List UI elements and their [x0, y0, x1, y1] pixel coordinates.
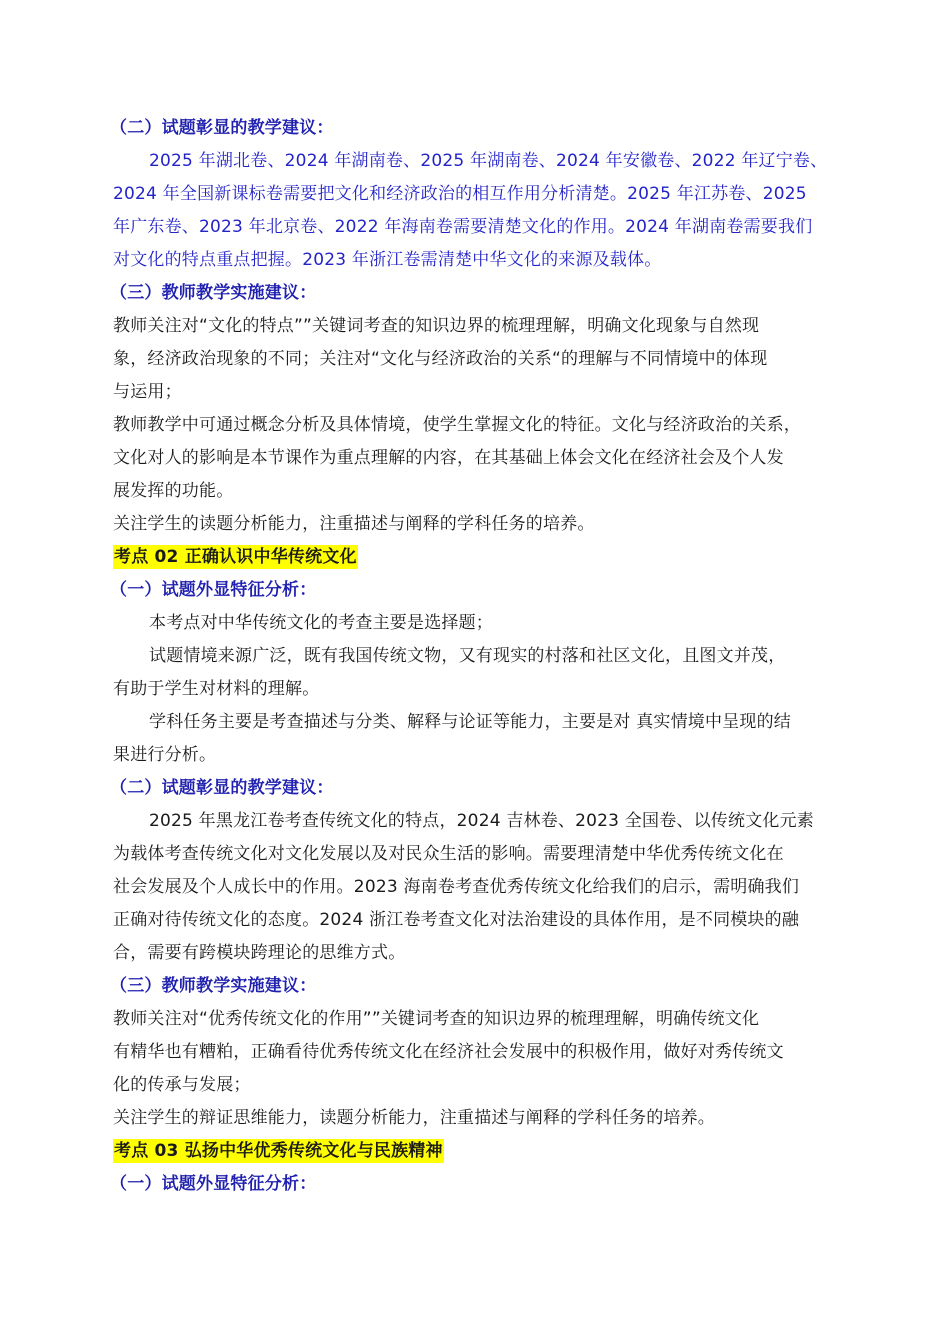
kaodian-title-text: 考点 02 正确认识中华传统文化 — [114, 547, 357, 567]
paragraph-line: 关注学生的辩证思维能力，读题分析能力，注重描述与阐释的学科任务的培养。 — [113, 1108, 715, 1128]
paragraph-line: 2025 年黑龙江卷考查传统文化的特点，2024 吉林卷、2023 全国卷、以传统文化元素 — [149, 811, 815, 831]
paragraph-line: 年广东卷、2023 年北京卷、2022 年海南卷需要清楚文化的作用。2024 年湖南卷需要我们 — [113, 217, 813, 237]
section-heading: （二）试题彰显的教学建议： — [110, 118, 334, 138]
paragraph-line: 关注学生的读题分析能力，注重描述与阐释的学科任务的培养。 — [113, 514, 595, 534]
kaodian-title — [113, 541, 863, 574]
paragraph-line: 有精华也有糟粕，正确看待优秀传统文化在经济社会发展中的积极作用，做好对秀传统文 — [113, 1042, 784, 1062]
paragraph-line: 化的传承与发展； — [113, 1075, 251, 1095]
section-heading: （三）教师教学实施建议： — [110, 283, 317, 303]
paragraph-line: 与运用； — [113, 382, 182, 402]
paragraph-line: 文化对人的影响是本节课作为重点理解的内容，在其基础上体会文化在经济社会及个人发 — [113, 448, 784, 468]
paragraph-line: 展发挥的功能。 — [113, 481, 234, 501]
paragraph-line: 教师关注对“优秀传统文化的作用””关键词考查的知识边界的梳理理解，明确传统文化 — [113, 1009, 760, 1029]
document-page — [110, 112, 863, 1201]
paragraph-line: 教师教学中可通过概念分析及具体情境，使学生掌握文化的特征。文化与经济政治的关系， — [113, 415, 801, 435]
paragraph-line: 社会发展及个人成长中的作用。2023 海南卷考查优秀传统文化给我们的启示，需明确我们 — [113, 877, 800, 897]
section-heading: （一）试题外显特征分析： — [110, 580, 317, 600]
paragraph-line: 本考点对中华传统文化的考查主要是选择题； — [149, 613, 493, 633]
paragraph-line: 学科任务主要是考查描述与分类、解释与论证等能力，主要是对 真实情境中呈现的结 — [149, 712, 792, 732]
paragraph-line: 合，需要有跨模块跨理论的思维方式。 — [113, 943, 406, 963]
paragraph-line: 对文化的特点重点把握。2023 年浙江卷需清楚中华文化的来源及载体。 — [113, 250, 662, 270]
paragraph-line: 为载体考查传统文化对文化发展以及对民众生活的影响。需要理清楚中华优秀传统文化在 — [113, 844, 784, 864]
section-heading: （三）教师教学实施建议： — [110, 976, 317, 996]
paragraph-line: 有助于学生对材料的理解。 — [113, 679, 320, 699]
paragraph-line: 教师关注对“文化的特点””关键词考查的知识边界的梳理理解，明确文化现象与自然现 — [113, 316, 760, 336]
section-heading: （二）试题彰显的教学建议： — [110, 778, 334, 798]
paragraph-line: 正确对待传统文化的态度。2024 浙江卷考查文化对法治建设的具体作用，是不同模块的融 — [113, 910, 800, 930]
paragraph-line: 2025 年湖北卷、2024 年湖南卷、2025 年湖南卷、2024 年安徽卷、2022 年辽宁卷、 — [149, 151, 828, 171]
paragraph-line: 象，经济政治现象的不同；关注对“文化与经济政治的关系“的理解与不同情境中的体现 — [113, 349, 768, 369]
kaodian-title-text: 考点 03 弘扬中华优秀传统文化与民族精神 — [114, 1141, 443, 1161]
section-heading: （一）试题外显特征分析： — [110, 1174, 317, 1194]
paragraph-line: 果进行分析。 — [113, 745, 217, 765]
kaodian-title — [113, 1135, 863, 1168]
paragraph-line: 2024 年全国新课标卷需要把文化和经济政治的相互作用分析清楚。2025 年江苏卷、2025 — [113, 184, 807, 204]
paragraph-line: 试题情境来源广泛，既有我国传统文物，又有现实的村落和社区文化，且图文并茂， — [149, 646, 786, 666]
